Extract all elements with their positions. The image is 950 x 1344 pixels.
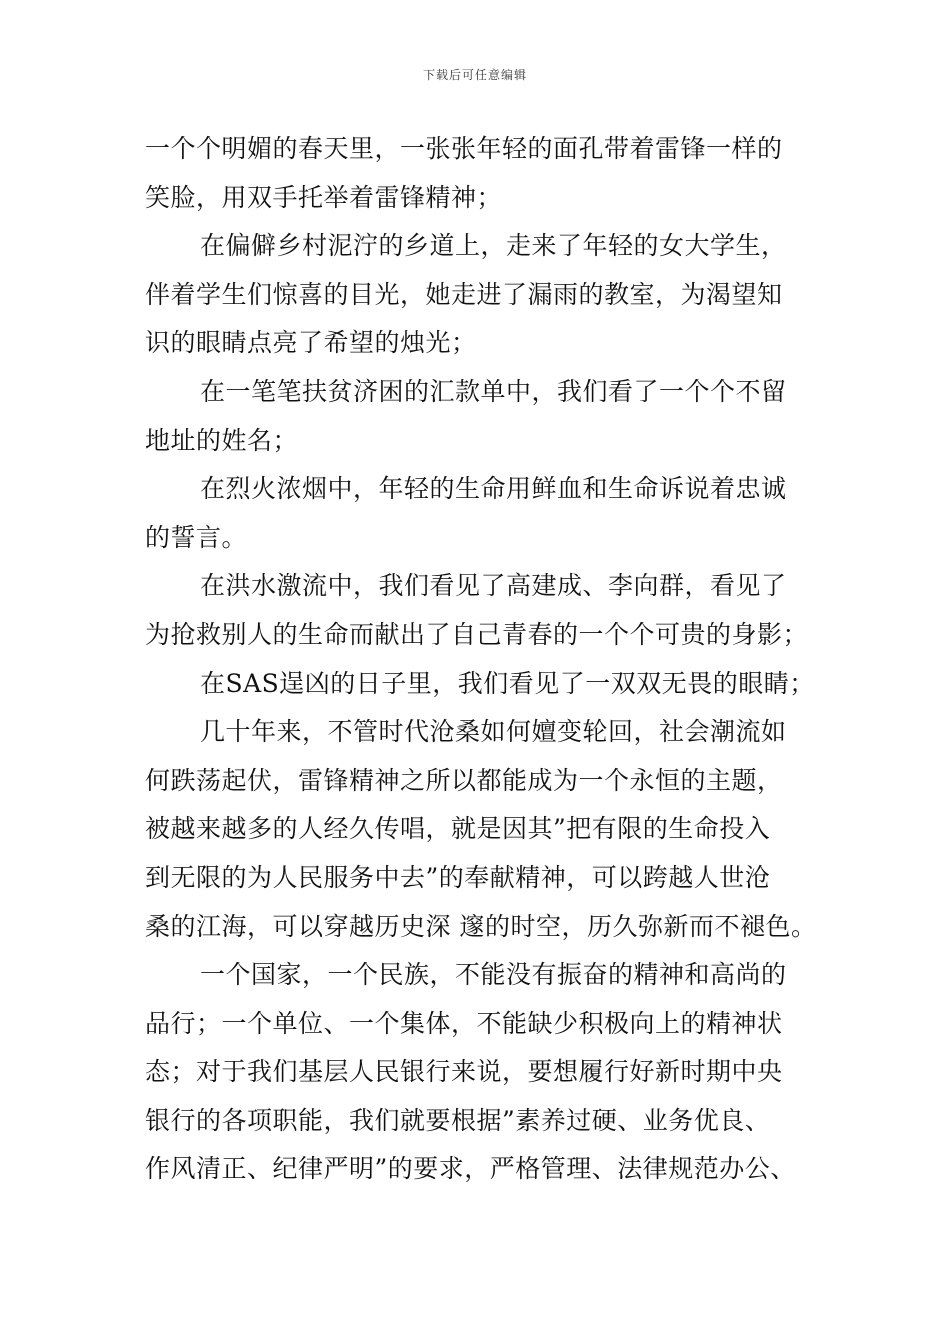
text-line: 在洪水激流中，我们看见了高建成、李向群，看见了 xyxy=(200,571,787,601)
text-line: 在烈火浓烟中，年轻的生命用鲜血和生命诉说着忠诚 xyxy=(200,474,787,504)
text-line: 态；对于我们基层人民银行来说，要想履行好新时期中央 xyxy=(145,1057,783,1087)
text-line: 银行的各项职能，我们就要根据”素养过硬、业务优良、 xyxy=(145,1105,771,1135)
text-line: 在SAS逞凶的日子里，我们看见了一双双无畏的眼睛； xyxy=(200,668,815,698)
text-line: 识的眼睛点亮了希望的烛光； xyxy=(145,328,477,358)
text-line: 的誓言。 xyxy=(145,522,248,552)
text-line: 桑的江海，可以穿越历史深 邃的时空，历久弥新而不褪色。 xyxy=(145,911,817,941)
text-line: 何跌荡起伏，雷锋精神之所以都能成为一个永恒的主题， xyxy=(145,765,783,795)
text-line: 作风清正、纪律严明”的要求，严格管理、法律规范办公、 xyxy=(145,1154,796,1184)
page-header: 下载后可任意编辑 xyxy=(422,68,527,82)
text-line: 几十年来，不管时代沧桑如何嬗变轮回，社会潮流如 xyxy=(200,717,787,747)
text-line: 地址的姓名； xyxy=(145,425,299,455)
text-line: 被越来越多的人经久传唱，就是因其”把有限的生命投入 xyxy=(145,814,771,844)
text-line: 伴着学生们惊喜的目光，她走进了漏雨的教室，为渴望知 xyxy=(145,279,783,309)
text-line: 在一笔笔扶贫济困的汇款单中，我们看了一个个不留 xyxy=(200,376,787,406)
text-line: 到无限的为人民服务中去”的奉献精神，可以跨越人世沧 xyxy=(145,862,771,892)
document-body xyxy=(145,125,825,1194)
text-line: 在偏僻乡村泥泞的乡道上，走来了年轻的女大学生， xyxy=(200,231,787,261)
text-line: 一个个明媚的春天里，一张张年轻的面孔带着雷锋一样的 xyxy=(145,134,783,163)
text-line: 品行；一个单位、一个集体，不能缺少积极向上的精神状 xyxy=(145,1008,783,1038)
text-line: 笑脸，用双手托举着雷锋精神； xyxy=(145,182,503,212)
text-line: 一个国家，一个民族，不能没有振奋的精神和高尚的 xyxy=(200,960,787,990)
text-line: 为抢救别人的生命而献出了自己青春的一个个可贵的身影； xyxy=(145,619,809,649)
